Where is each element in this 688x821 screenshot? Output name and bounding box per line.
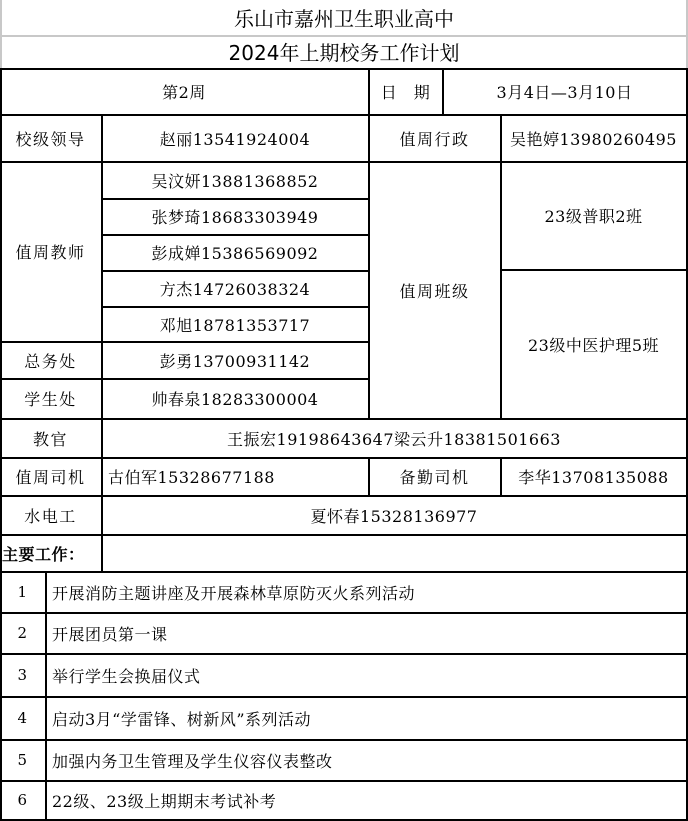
duty-admin-label: 值周行政	[399, 129, 470, 149]
school-name: 乐山市嘉州卫生职业高中	[234, 7, 454, 31]
grid-line	[101, 534, 103, 572]
teachers-label: 值周教师	[15, 243, 86, 262]
date-range: 3月4日—3月10日	[496, 83, 633, 102]
task-text: 开展消防主题讲座及开展森林草原防灭火系列活动	[52, 583, 416, 603]
task-text: 加强内务卫生管理及学生仪容仪表整改	[52, 751, 333, 771]
task-text: 22级、23级上期期末考试补考	[52, 791, 277, 811]
teacher-item: 吴汶妍13881368852	[151, 171, 319, 191]
duty-class-a: 23级普职2班	[544, 207, 643, 226]
teacher-item: 张梦琦18683303949	[151, 208, 319, 227]
backup-driver-value: 李华13708135088	[518, 468, 669, 487]
week-label: 第2周	[162, 83, 206, 102]
title-divider	[0, 35, 688, 37]
task-text: 举行学生会换届仪式	[52, 666, 201, 686]
plan-title: 2024年上期校务工作计划	[228, 41, 460, 65]
grid-line	[686, 68, 688, 820]
student-office-value: 帅春泉18283300004	[151, 390, 319, 409]
utilities-label: 水电工	[24, 506, 77, 526]
utilities-value: 夏怀春15328136977	[310, 506, 478, 526]
teacher-item: 邓旭18781353717	[159, 315, 311, 335]
teacher-item: 彭成婵15386569092	[151, 244, 319, 263]
date-label: 日 期	[380, 83, 431, 102]
task-text: 开展团员第一课	[52, 624, 168, 644]
general-affairs-label: 总务处	[24, 351, 77, 371]
instructor-value: 王振宏19198643647梁云升18381501663	[227, 429, 561, 449]
task-number: 6	[17, 791, 28, 809]
task-number: 5	[17, 751, 28, 769]
grid-line	[0, 534, 688, 536]
duty-admin-value: 吴艳婷13980260495	[510, 129, 677, 149]
task-number: 1	[17, 583, 28, 601]
title-left-border	[0, 0, 2, 68]
driver-label: 值周司机	[15, 468, 86, 487]
teacher-item: 方杰14726038324	[159, 280, 311, 299]
title-right-border	[686, 0, 688, 68]
student-office-label: 学生处	[24, 390, 77, 409]
instructor-label: 教官	[32, 429, 68, 449]
backup-driver-label: 备勤司机	[399, 468, 470, 487]
grid-line	[0, 819, 688, 821]
duty-class-b: 23级中医护理5班	[527, 335, 660, 355]
leader-label: 校级领导	[15, 129, 86, 149]
task-number: 3	[17, 666, 28, 684]
task-number: 2	[17, 624, 28, 642]
tasks-label: 主要工作：	[2, 544, 85, 564]
task-number: 4	[17, 709, 28, 727]
task-text: 启动3月“学雷锋、树新风”系列活动	[52, 709, 312, 729]
leader-value: 赵丽13541924004	[159, 129, 311, 149]
driver-value: 古伯军15328677188	[108, 468, 275, 487]
duty-class-label: 值周班级	[399, 281, 470, 301]
general-affairs-value: 彭勇13700931142	[159, 351, 311, 371]
